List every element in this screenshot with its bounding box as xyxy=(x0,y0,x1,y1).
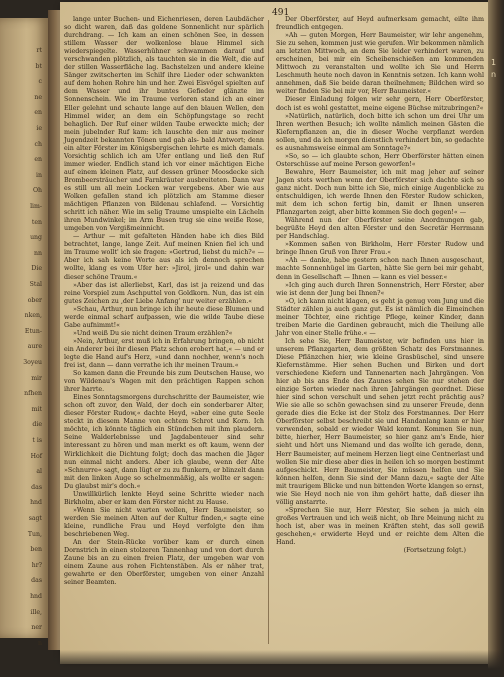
previous-page-fragment: in xyxy=(36,171,42,179)
paragraph: »Sprechen Sie nur, Herr Förster, Sie sehen ja mich ein großes Vertrauen und ich weiß nicht, ob Ihre Meinung nicht zu hoch ist, aber was in meinen Kräften steht, das soll gewiß geschehen,« erwiderte Heyd und er reichte dem Alten die Hand. xyxy=(276,506,484,547)
previous-page-fragment: Stal xyxy=(29,281,42,288)
left-text-column xyxy=(64,16,264,587)
paragraph: »Und weiß Du sie nicht deinen Traum erzählen?« xyxy=(73,329,233,337)
previous-page-fragment: das xyxy=(31,577,42,585)
paragraph: lange unter Buchen- und Eichenriesen, deren Laubdächer so dicht waren, daß das goldene Sonnenlicht nur spärlich durchdrang. — Ich kam an einen schönen See, in dessen stillem Wasser der wolkenlose blaue Himmel sich wiederspiegelte. Wasserhühner schwammen darauf und verschwanden plötzlich, als tauchten sie in die Welt, die auf der stillen Wasserfläche lag. Bachstelzen und andere kleine Sänger zwitscherten im Schilf ihre Lieder oder schwankten auf dem hohen Rohre hin und her. Zwei Eisvögel spielten auf dem Wasser und ihr buntes Gefieder glänzte im Sonnenschein. Wie im Traume verloren stand ich an einer Eller gelehnt und schaute lange auf den blauen Wellen, den Himmel wider, an dem ein Schöpfungstage so recht behaglich. Der Ruf einer wilden Taube erweckte mich; der mein jubelnder Ruf kam: ich lauschte den mir aus meiner Jugendzeit bekannten Tönen und gab als- bald Antwort; denn ein alter Förster im Königsbergischen lehrte es mich damals. Vorsichtig schlich ich am Ufer entlang und ließ den Ruf immer wieder. Endlich stand ich vor einer mächtigen Eiche auf einem kleinen Platz, auf dessen grüner Moosdecke sich Brombeersträucher und Farnkräuter ausbreiteten. Dann war es still um all mein Locken war vergebens. Aber wie aus Wolken gefallen stand ich plötzlich am Stamme dieser mächtigen Pflanzen von Bildenau schlafend. — Vorsichtig schritt ich näher. Wie im selig Traume umspielte ein Lächeln ihren Mundwinkel; im Arm Busen trug sie eine weiße Rose, umgeben von Vergißmeinnicht. xyxy=(64,16,264,233)
paragraph: An der Stein-Rücke vorüber kam er durch einen Dornstrich in einen stolzeren Tannenhag und von dort durch Zaune bis an zu einen freien Platz, der umgeben war von einem Zaune aus rohen Fichtenstäben. Als er näher trat, gewahrte er den Oberförster, umgeben von einer Anzahl seiner Beamten. xyxy=(64,539,264,587)
previous-page-fragment: nfhen xyxy=(24,390,42,398)
paragraph: »Schau, Arthur, nun bringe ich ihr heute diese Blumen und werde einmal scharf aufpassen, wie die wilde Taube diese Gabe aufnimmt!« xyxy=(64,305,264,329)
previous-page-fragment: en xyxy=(34,156,42,164)
paragraph: Dieser Einladung folgen wir sehr gern, Herr Oberförster, doch ist es wohl gestattet, meine eigene Büchse mitzubringen?« xyxy=(276,96,484,112)
previous-page-fragment: ne xyxy=(34,93,42,101)
previous-page-fragment: nn xyxy=(34,249,42,257)
previous-page-fragment: c xyxy=(38,78,42,86)
paragraph: Unwillkürlich lenkte Heyd seine Schritte wieder nach Birkholm, aber er kam den Förster nicht zu Hause. xyxy=(64,490,264,506)
paragraph: »Kommen saßen von Birkholm, Herr Förster Rudow und bringe Ihnen Gruß von Ihrer Frau.« xyxy=(276,241,484,257)
paragraph: »Ah — danke, habe gestern schon nach Ihnen ausgeschaut, machte Sonnenhügel im Garten, hätte Sie gern bei mir gehabt, denn in Gesellschaft — Ihnen — kann es viel besser.« xyxy=(276,257,484,281)
previous-page-fragment: mir xyxy=(31,374,42,382)
previous-page-fragment: hr? xyxy=(31,561,42,569)
previous-page-fragment: ung xyxy=(30,234,42,242)
previous-page-fragment: Etun- xyxy=(24,327,42,335)
previous-page-fragment: hnd xyxy=(30,499,42,507)
previous-page-fragment: t is xyxy=(32,437,42,444)
previous-page-fragment: Oh xyxy=(32,187,42,195)
paragraph: »Ah — guten Morgen, Herr Baumeister, wir lehr angenehm, Sie zu sehen, kommen just wie gerufen. Wir bekommen nämlich am letzten Mittwoch, an dem Sie leider verhindert waren, zu erscheinen, bei mir ein Scheibenschießen am kommenden Mittwoch zu veranstalten und wollte ich Sie und Herrn Leschmuth heute noch davon in Kenntnis setzen. Ich kann wohl annehmen, daß Sie beide daran theilnehmen; Bildchen wird so weiter finden Sie bei mir vor, Herr Baumeister.« xyxy=(276,32,484,96)
previous-page-fragment: 3oyeu xyxy=(23,359,42,366)
previous-page-fragment: ch xyxy=(34,140,42,148)
paragraph: Der Oberförster, auf Heyd aufmerksam gemacht, eilte ihm freundlich entgegen. xyxy=(276,16,484,32)
previous-page-fragment: ille, xyxy=(30,608,42,616)
paragraph: — Arthur — mit gefalteten Händen habe ich dies Bild betrachtet, lange, lange Zeit. Auf meinen Knien fiel ich und im Traume wollt' ich sie fragen: »Gertrud, liebst du mich?« — Aber ich sah keine Worte aus als ich dennoch sprechen wollte, klang es vom Ufer her: »Jirol, jirol« und dahin war dieser schöne Traum.« xyxy=(64,233,264,281)
previous-page-fragment: ner xyxy=(31,624,42,632)
previous-page-fragment: nken, xyxy=(24,312,42,320)
previous-page-fragment: rt xyxy=(36,47,42,54)
previous-page-fragment: ben xyxy=(30,546,42,554)
previous-page-fragment: bt xyxy=(35,62,42,70)
previous-page-fragment: mit xyxy=(31,405,42,413)
paragraph: Während nun der Oberförster seine Anordnungen gab, begrüßte Heyd den alten Förster und den Secretär Herrmann per Handschlag. xyxy=(276,217,484,241)
previous-page-fragment: Hof xyxy=(30,452,42,460)
previous-page-fragment: en xyxy=(34,109,42,117)
previous-page-fragment: n xyxy=(38,639,42,647)
previous-page-fragment: ober xyxy=(27,296,42,304)
previous-page-fragment: al xyxy=(36,468,42,476)
previous-page-fragment: hnd xyxy=(30,593,42,600)
continuation-note: (Fortsetzung folgt.) xyxy=(403,547,466,555)
edge-marker: n xyxy=(491,70,497,79)
paragraph: Eines Sonntagsmorgens durchschritte der Baumeister, wie schon oft zuvor, den Wald, der doch ein sonderbarer Alter, dieser Förster Rudow,« dachte Heyd, »aber eine gute Seele steckt in diesem Manne von echtem Schrot und Korn. Ich möchte, ich könnte täglich ein Stündchen mit ihm plaudern. Seine Walderlebnisse und Jagdabenteuer sind sehr interessant zu hören und man merkt es oft kaum, wenn der Wirklichkeit die Dichtung folgt; doch das machen die Jäger nun einmal nicht anders. Aber ich glaube, wenn der Alte »Schnurre« sagt, dann lügt er zu zu flunkern, er blinzelt dann mit den linken Auge so schelmenmäßig, als wollte er sagen: Du glaubst mir's doch.« xyxy=(64,394,264,490)
previous-page-fragment: Die xyxy=(31,265,42,273)
paragraph: »Wenn Sie nicht warten wollen, Herr Baumeister, so werden Sie meinen Alten auf der Kultur finden,« sagte eine kleine, rundliche Frau und Heyd verfolgte den ihm beschriebenen Weg. xyxy=(64,506,264,538)
paragraph: »Ich ging auch durch Ihren Sonnenstrich, Herr Förster, aber wie ist denn der Jung bei Ihnen?« xyxy=(276,281,484,297)
previous-page-edge xyxy=(0,18,48,647)
paragraph: »Natürlich, natürlich, doch bitte ich schon um drei Uhr um Ihren werthen Besuch; ich wollte nämlich meinen Gästen die Kiefernpflanzen an, die in dieser Woche verpflanzt werden sollen, und da ich morgen dienstlich verhindert bin, so gedachte es ausnahmsweise einmal am Sonntage?« xyxy=(276,112,484,152)
previous-page-fragment: sagt xyxy=(28,515,42,522)
previous-page-fragment: ie xyxy=(36,125,42,132)
previous-page-fragment: ten xyxy=(31,218,42,226)
page-number: 491 xyxy=(272,8,290,18)
paragraph: Ich sehe Sie, Herr Baumeister, wir befinden uns hier in unserem Pflanzgarten, dem größten Schatz des Forstmannes. Diese Pflänzchen hier, wie kleine Grasbüschel, sind unsere Kiefernstämme. Hier sehen Buchen und Birken und dort verschiedene Kiefern und Tannenarten nach Jahrgängen. Von hier ab bis ans Ende des Zaunes sehen Sie nur stehen der einzige Sorten wieder nach ihren Jahrgängen geordnet. Diese hier sind schon verschult und sehen jetzt recht prächtig aus? Wie sie alle so schön gewachsen sind zu unserer Freude, denn gerade dies die Ecke ist der Stolz des Forstmannes. Der Herr Oberförster selbst beschreibt sie und Handanlang kann er hier verwenden, sobald er wieder Wald kommt. Kommen Sie nun, bitte, hierher, Herr Baumeister, so hier ganz am's Ende, hier sieht und hört uns Niemand und das wollte ich gerade, denn, Herr Baumeister, auf meinem Herzen liegt eine Centnerlast und wollen Sie mir diese aber dies in heilen ich so morgen bestimmt aufgeschickt. Herr Baumeister, Sie müssen helfen und Sie können helfen, denn Sie sind der Mann dazu,« sagte der Alte mit traurigem Blicke und nun bittenden Worte klangen so ernst, wie Sie Heyd noch nie von ihm gehört hatte, daß dieser ihn völlig anstarrte. xyxy=(276,337,484,506)
next-page-edge xyxy=(488,0,504,677)
right-text-column xyxy=(276,16,484,555)
paragraph: »So, so — ich glaubte schon, Herr Oberförster hätten einen Osterschüsse auf meine Person geworfen!« xyxy=(276,152,484,168)
previous-page-fragment: aure xyxy=(27,343,42,351)
paragraph: So kamen dann die Freunde bis zum Deutschen Hause, wo von Wildenau's Wagen mit den prächtigen Rappen schon ihrer harrte. xyxy=(64,370,264,394)
edge-marker: 1 xyxy=(491,58,497,67)
paragraph: Bewahre, Herr Baumeister, ich mit mag jeher auf seiner Jagen stets werthen wenn der Oberförster sich dachte sich so ganz nicht. Doch nun bitte ich Sie, mich einige Augenblicke zu entschuldigen, ich werde Ihnen den Förster Rudow schicken, mit dem ich schon fertig bin, damit er Ihnen unseren Pflanzgarten zeigt, aber bitte kommen Sie doch gegen!« — xyxy=(276,168,484,217)
previous-page-fragment: Tun, xyxy=(27,530,42,538)
previous-page-fragment: die xyxy=(32,421,42,429)
paragraph: »Nein, Arthur, erst muß ich in Erfahrung bringen, ob nicht ein Anderer bei ihr diesen Platz schon erobert hat,« — und er legte die Hand auf's Herz, »und dann nochher, wenn's noch frei ist, dann — dann verrathe ich ihr meinen Traum.« xyxy=(64,337,264,370)
column-divider xyxy=(268,20,269,644)
previous-page-fragment: das xyxy=(31,483,42,491)
previous-page-fragment: lim- xyxy=(30,203,42,210)
newspaper-page xyxy=(60,2,490,664)
scan-bottom-shadow xyxy=(0,650,504,677)
paragraph: »Aber das ist allerliebst, Karl, das ist ja reizend und das reine Vorspiel zum Aschputtel von Goldkorn. Nun, das ist ein gutes Zeichen zu ‚der Liebe Anfang‘ nur weiter erzählen.« xyxy=(64,281,264,305)
paragraph: »O, ich kann nicht klagen, es geht ja genug vom Jung und die Städter zählen ja auch ganz gut. Es ist nämlich die Eimeinchen meiner Töchter, eine richtige Pflege, keiner Kinder, dann treiben Marie die Gardinen gebraucht, mich die Theilung alle Jahr von einer Stelle frühe.« — xyxy=(276,297,484,337)
